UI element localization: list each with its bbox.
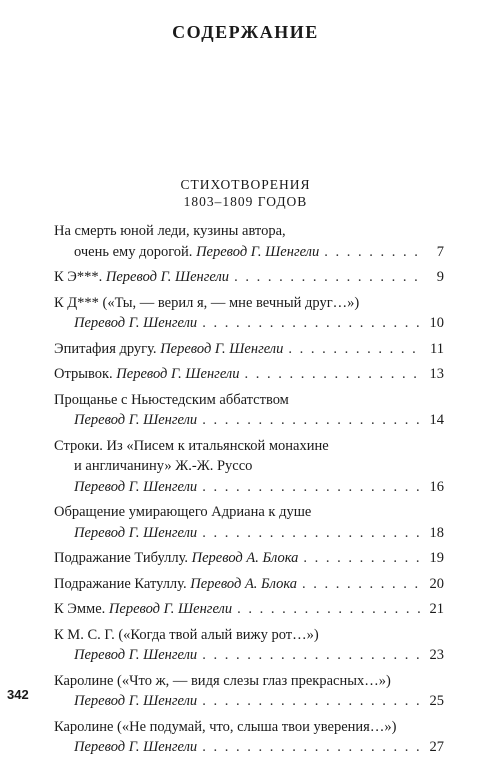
page-number: 342 (7, 687, 29, 702)
leader-dots (303, 548, 423, 569)
entry-title: Подражание Тибуллу. (54, 550, 188, 566)
entry-page-number: 18 (429, 524, 444, 541)
entry-page-number: 16 (429, 478, 444, 495)
leader-dots (234, 267, 423, 288)
leader-dots (288, 339, 423, 360)
entry-title: Подражание Катуллу. (54, 575, 187, 592)
entry-translator: Перевод А. Блока (190, 575, 298, 592)
entry-page-number: 14 (429, 412, 444, 428)
entry-translator: Перевод Г. Шенгели (105, 269, 230, 285)
leader-dots (202, 313, 423, 334)
entry-title: Эпитафия другу. (54, 340, 157, 357)
entry-title: К Д*** («Ты, — верил я, — мне вечный друг…») (54, 294, 360, 311)
entry-translator: Перевод Г. Шенгели (74, 739, 198, 755)
entry-title: Обращение умирающего Адриана к душе (54, 504, 312, 520)
leader-dots (202, 477, 423, 498)
toc-entry[interactable] (54, 625, 444, 666)
entry-translator: Перевод Г. Шенгели (74, 478, 198, 495)
toc-entry[interactable] (54, 390, 444, 431)
leader-dots (324, 242, 423, 263)
entry-translator: Перевод Г. Шенгели (116, 366, 240, 382)
entry-translator: Перевод Г. Шенгели (74, 693, 198, 709)
entry-page-number: 10 (429, 315, 444, 331)
entry-title: Отрывок. (54, 366, 113, 382)
entry-page-number: 25 (429, 693, 444, 709)
entry-translator: Перевод Г. Шенгели (196, 243, 320, 260)
leader-dots (302, 574, 423, 595)
entry-page-number: 20 (429, 575, 444, 592)
toc-entry[interactable] (54, 267, 444, 288)
entry-page-number: 23 (429, 647, 444, 663)
entry-title: Каролине («Что ж, — видя слезы глаз прекрасных…») (54, 672, 391, 689)
entry-title: К Эмме. (54, 601, 106, 617)
page-title: СОДЕРЖАНИЕ (172, 22, 319, 42)
entry-title: К Э***. (54, 269, 103, 285)
leader-dots (202, 645, 423, 666)
entry-title: Каролине («Не подумай, что, слыша твои уверения…») (54, 718, 397, 735)
entry-page-number: 21 (429, 601, 444, 617)
leader-dots (202, 523, 423, 544)
entry-title: Прощанье с Ньюстедским аббатством (54, 391, 289, 408)
toc-entry[interactable] (54, 293, 444, 334)
toc-entry[interactable] (54, 502, 444, 543)
section-heading (0, 176, 491, 210)
toc-entry[interactable] (54, 364, 444, 385)
toc-entry[interactable] (54, 599, 444, 620)
entry-page-number: 11 (430, 340, 444, 357)
section-heading-line-2: 1803–1809 ГОДОВ (183, 194, 308, 209)
entry-page-number: 19 (429, 550, 444, 566)
toc-entry[interactable] (54, 548, 444, 569)
entry-translator: Перевод Г. Шенгели (160, 340, 284, 357)
entry-translator: Перевод Г. Шенгели (74, 647, 198, 663)
toc-entry[interactable] (54, 671, 444, 712)
leader-dots (237, 599, 423, 620)
entry-title: На смерть юной леди, кузины автора, (54, 223, 286, 239)
leader-dots (202, 691, 423, 712)
table-of-contents (54, 221, 444, 763)
entry-page-number: 9 (436, 269, 444, 285)
entry-title-cont: и англичанину» Ж.-Ж. Руссо (74, 458, 253, 474)
entry-title: К М. С. Г. («Когда твой алый вижу рот…») (54, 626, 319, 643)
entry-translator: Перевод Г. Шенгели (74, 524, 198, 541)
leader-dots (244, 364, 423, 385)
entry-translator: Перевод Г. Шенгели (74, 315, 198, 331)
toc-entry[interactable] (54, 717, 444, 758)
entry-title: Строки. Из «Писем к итальянской монахине (54, 437, 329, 454)
toc-entry[interactable] (54, 436, 444, 498)
entry-translator: Перевод Г. Шенгели (74, 412, 198, 428)
leader-dots (202, 737, 423, 758)
entry-page-number: 27 (429, 739, 444, 755)
entry-title-cont: очень ему дорогой. (74, 243, 193, 260)
entry-translator: Перевод А. Блока (191, 550, 299, 566)
toc-entry[interactable] (54, 574, 444, 595)
toc-entry[interactable] (54, 221, 444, 262)
entry-page-number: 7 (436, 243, 444, 260)
section-heading-line-1: СТИХОТВОРЕНИЯ (180, 177, 311, 192)
leader-dots (202, 410, 423, 431)
entry-translator: Перевод Г. Шенгели (108, 601, 233, 617)
toc-entry[interactable] (54, 339, 444, 360)
entry-page-number: 13 (429, 366, 444, 382)
